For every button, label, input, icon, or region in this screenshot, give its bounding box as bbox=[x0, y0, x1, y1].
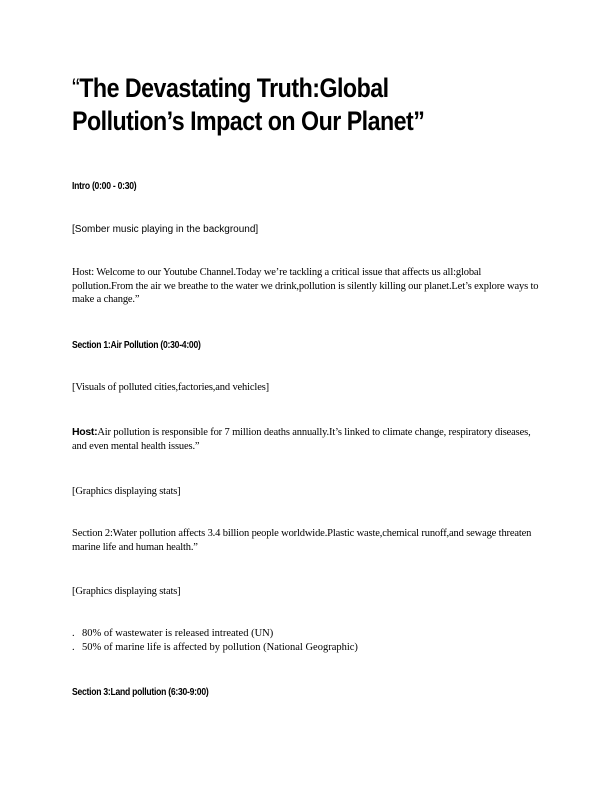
title-text: The Devastating Truth:Global Pollution’s Impact on Our Planet bbox=[72, 73, 414, 136]
list-item-text: 50% of marine life is affected by pollution (National Geographic) bbox=[82, 641, 358, 653]
document-title bbox=[72, 72, 476, 138]
list-item-text: 80% of wastewater is released intreated (UN) bbox=[82, 628, 274, 639]
bullet-marker: . bbox=[72, 628, 75, 639]
intro-stage-direction: [Somber music playing in the background] bbox=[72, 224, 259, 235]
section2-graphics-direction: [Graphics displaying stats] bbox=[72, 586, 181, 597]
section2-stats-list bbox=[72, 627, 542, 654]
section1-heading: Section 1:Air Pollution (0:30-4:00) bbox=[72, 340, 201, 351]
intro-host-paragraph: Host: Welcome to our Youtube Channel.Today we’re tackling a critical issue that affects us all:global pollution.From the air we breathe to the water we drink,pollution is silently killing our planet.Let’s explore ways to make a change.” bbox=[72, 267, 539, 306]
list-item bbox=[72, 641, 542, 655]
intro-heading: Intro (0:00 - 0:30) bbox=[72, 181, 137, 192]
section1-host-paragraph bbox=[72, 426, 542, 453]
title-close-quote: ” bbox=[413, 106, 425, 136]
section1-stage-direction: [Visuals of polluted cities,factories,and vehicles] bbox=[72, 382, 269, 393]
list-item bbox=[72, 627, 542, 641]
section2-paragraph: Section 2:Water pollution affects 3.4 billion people worldwide.Plastic waste,chemical runoff,and sewage threaten marine life and human health.” bbox=[72, 528, 532, 553]
title-open-quote: “ bbox=[72, 73, 80, 103]
bullet-marker: . bbox=[72, 641, 75, 653]
section1-host-label: Host: bbox=[72, 426, 98, 438]
section1-graphics-direction: [Graphics displaying stats] bbox=[72, 486, 181, 497]
section3-heading: Section 3:Land pollution (6:30-9:00) bbox=[72, 687, 209, 698]
section1-host-text: Air pollution is responsible for 7 million deaths annually.It’s linked to climate change, respiratory diseases, and even mental health issues.” bbox=[72, 427, 531, 452]
